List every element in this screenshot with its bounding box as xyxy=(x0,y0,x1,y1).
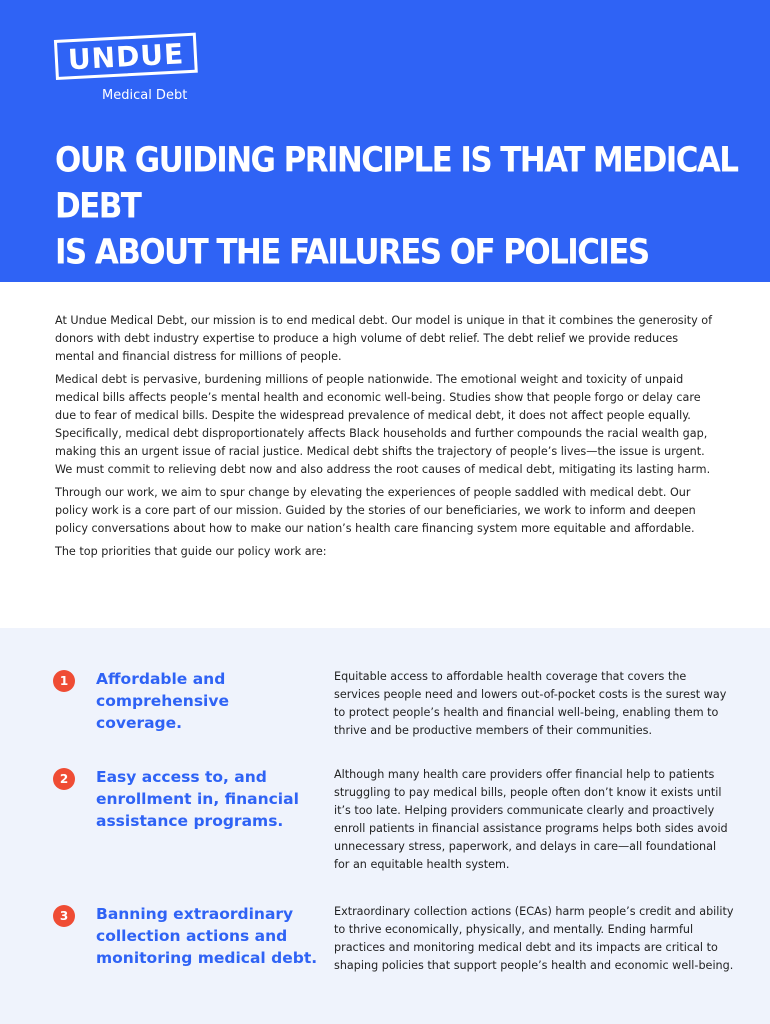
logo-subtitle: Medical Debt xyxy=(102,88,188,103)
page-title xyxy=(55,138,745,322)
priority-number-badge: 2 xyxy=(53,768,75,790)
priority-number-badge: 1 xyxy=(53,670,75,692)
intro-paragraph-2: Medical debt is pervasive, burdening millions of people nationwide. The emotional weight and toxicity of unpaid medical bills affects people’s mental health and economic well-being. Studies show that people forgo or delay care due to fear of medical bills. Despite the widespread prevalence of medical debt, it does not affect people equally. Specifically, medical debt disproportionately affects Black households and further compounds the racial wealth gap, making this an urgent issue of racial justice. Medical debt shifts the trajectory of people’s lives—the issue is urgent. We must commit to relieving debt now and also address the root causes of medical debt, mitigating its lasting harm. xyxy=(55,373,711,476)
intro-paragraph-3: Through our work, we aim to spur change by elevating the experiences of people saddled with medical debt. Our policy work is a core part of our mission. Guided by the stories of our beneficiaries, we work to inform and deepen policy conversations about how to make our nation’s health care financing system more equitable and affordable. xyxy=(55,486,696,535)
priority-number-badge: 3 xyxy=(53,905,75,927)
logo-box xyxy=(54,33,198,80)
priority-title: Affordable and comprehensive coverage. xyxy=(96,670,229,732)
priority-description: Extraordinary collection actions (ECAs) harm people’s credit and ability to thrive economically, physically, and mentally. Ending harmful practices and monitoring medical debt and its impacts are critical to shaping policies that support people’s health and economic well-being. xyxy=(334,905,734,972)
priority-description: Equitable access to affordable health coverage that covers the services people need and lowers out-of-pocket costs is the surest way to protect people’s health and financial well-being, enabling them to thrive and be productive members of their communities. xyxy=(334,670,727,737)
logo-word: UNDUE xyxy=(67,37,185,77)
intro-paragraph-4: The top priorities that guide our policy work are: xyxy=(55,545,327,558)
title-line-3: AND SYSTEMS, NOT PEOPLE. xyxy=(55,278,519,319)
undue-logo xyxy=(56,37,198,103)
priority-title: Banning extraordinary collection actions and monitoring medical debt. xyxy=(96,905,318,967)
intro-section xyxy=(55,312,720,566)
priority-title: Easy access to, and enrollment in, financial assistance programs. xyxy=(96,768,299,830)
priorities-section xyxy=(0,628,770,1024)
header-banner xyxy=(0,0,770,319)
title-line-1: OUR GUIDING PRINCIPLE IS THAT MEDICAL DEBT xyxy=(55,140,738,227)
title-line-2: IS ABOUT THE FAILURES OF POLICIES xyxy=(55,232,649,273)
intro-paragraph-1: At Undue Medical Debt, our mission is to end medical debt. Our model is unique in that it combines the generosity of donors with debt industry expertise to produce a high volume of debt relief. The debt relief we provide reduces mental and financial distress for millions of people. xyxy=(55,314,713,363)
priority-description: Although many health care providers offer financial help to patients struggling to pay medical bills, people often don’t know it exists until it’s too late. Helping providers communicate clearly and proactively enroll patients in financial assistance programs helps both sides avoid unnecessary stress, paperwork, and delays in care—all foundational for an equitable health system. xyxy=(334,768,728,871)
